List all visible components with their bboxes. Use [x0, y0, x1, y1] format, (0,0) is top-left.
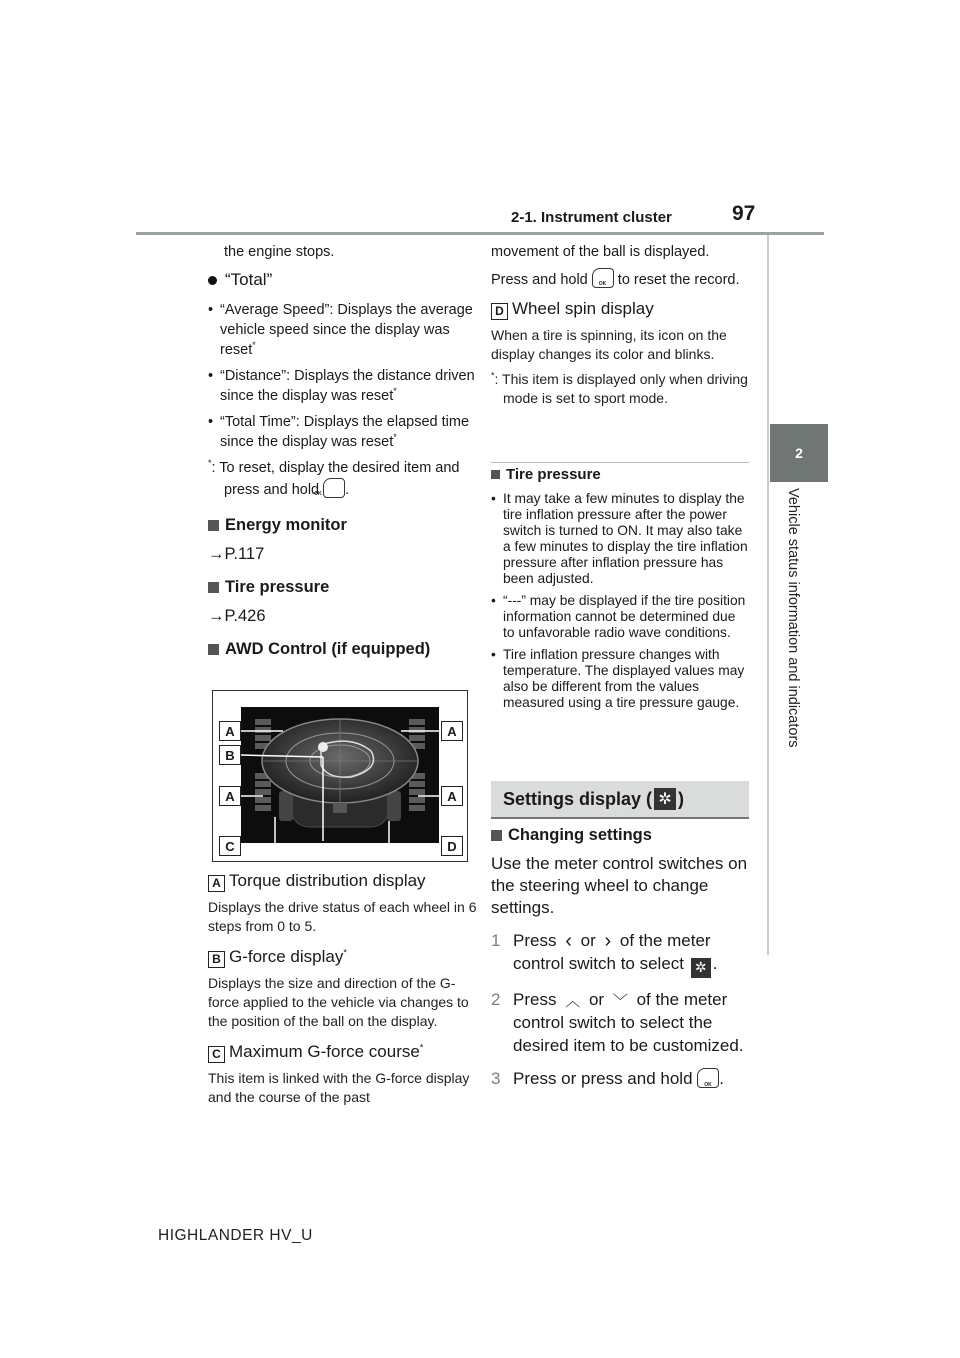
changing-settings-heading: Changing settings: [491, 826, 751, 845]
list-item: • It may take a few minutes to display the tire inflation pressure after the power switch is turned to ON. It may also take a few minutes to display the tire inflation pressure after inflation pressure has been adjusted.: [491, 491, 749, 587]
right-column: [491, 242, 751, 408]
energy-monitor-ref[interactable]: →P.117: [208, 545, 265, 563]
header-rule: [136, 232, 824, 235]
gear-icon: ✲: [654, 788, 676, 810]
chapter-tab[interactable]: 2: [770, 424, 828, 482]
chevron-up-icon: ︿: [565, 992, 581, 1010]
list-item: • Tire inflation pressure changes with temperature. The displayed values may also be different from the values measured using a tire pressure gauge.: [491, 647, 749, 711]
square-bullet-icon: [208, 644, 219, 655]
item-a-desc: Displays the drive status of each wheel in 6 steps from 0 to 5.: [208, 899, 477, 934]
footnote: *: To reset, display the desired item and press and hold OK .: [208, 458, 478, 500]
list-item: • “---” may be displayed if the tire position information cannot be determined due to unfavorable radio wave conditions.: [491, 593, 749, 641]
square-bullet-icon: [491, 830, 502, 841]
step-1: 1 Press ‹ or › of the meter control switch to select ✲ .: [491, 929, 751, 978]
chapter-tab-label: Vehicle status information and indicators: [785, 488, 801, 748]
reset-record-text: Press and hold OK to reset the record.: [491, 268, 751, 290]
list-item: • “Total Time”: Displays the elapsed time since the display was reset*: [208, 412, 478, 452]
item-a-title: A Torque distribution display: [208, 870, 478, 892]
item-c-desc: This item is linked with the G-force display and the course of the past: [208, 1070, 470, 1105]
square-bullet-icon: [208, 520, 219, 531]
awd-screen-image: [241, 707, 439, 843]
square-bullet-icon: [208, 582, 219, 593]
left-column: [208, 242, 478, 659]
settings-display-section-title: Settings display ( ✲ ): [491, 781, 749, 819]
side-rule: [767, 235, 769, 955]
label-a: A: [208, 875, 225, 892]
square-bullet-icon: [491, 470, 500, 479]
ok-button-icon: [592, 268, 614, 288]
tire-pressure-note-heading: Tire pressure: [491, 466, 749, 483]
callout-a: A: [219, 786, 241, 806]
tire-pressure-ref[interactable]: →P.426: [208, 607, 266, 625]
ball-movement-text: movement of the ball is displayed.: [491, 244, 710, 260]
awd-screen-graphic: [241, 707, 439, 843]
chevron-down-icon: ﹀: [612, 992, 628, 1010]
ok-button-icon: [697, 1068, 719, 1088]
section-divider: [491, 462, 749, 463]
step-2: 2 Press ︿ or ﹀ of the meter control switch to select the desired item to be customized.: [491, 989, 744, 1055]
item-c-title: C Maximum G-force course*: [208, 1041, 478, 1063]
callout-c: C: [219, 836, 241, 856]
label-c: C: [208, 1046, 225, 1063]
changing-settings-intro: Use the meter control switches on the steering wheel to change settings.: [491, 854, 748, 917]
changing-settings-section: [491, 826, 751, 1100]
item-d-title: D Wheel spin display: [491, 298, 751, 320]
item-b-desc: Displays the size and direction of the G-force applied to the vehicle via changes to the position of the ball on the display.: [208, 975, 469, 1029]
callout-a: A: [441, 721, 463, 741]
sport-mode-note: *: This item is displayed only when driving mode is set to sport mode.: [491, 370, 748, 406]
gear-icon: ✲: [691, 958, 711, 978]
callout-a: A: [441, 786, 463, 806]
intro-text: the engine stops.: [224, 244, 335, 260]
tire-pressure-heading: Tire pressure: [208, 578, 478, 597]
chapter-title: 2-1. Instrument cluster: [511, 209, 672, 226]
total-heading: [208, 270, 478, 290]
awd-control-heading: AWD Control (if equipped): [208, 640, 478, 659]
left-items: [208, 870, 478, 1107]
callout-d: D: [441, 836, 463, 856]
tire-pressure-section: [491, 466, 749, 717]
energy-monitor-heading: Energy monitor: [208, 516, 478, 535]
ok-button-icon: [323, 478, 345, 498]
item-d-desc: When a tire is spinning, its icon on the display changes its color and blinks.: [491, 327, 727, 362]
list-item: • “Distance”: Displays the distance driven since the display was reset*: [208, 366, 478, 406]
list-item: • “Average Speed”: Displays the average vehicle speed since the display was reset*: [208, 300, 478, 360]
tire-pressure-notes: [491, 491, 749, 711]
label-b: B: [208, 951, 225, 968]
bullet-dot-icon: [208, 276, 217, 285]
label-d: D: [491, 303, 508, 320]
awd-display-figure: [212, 690, 468, 862]
step-3: 3 Press or press and hold OK .: [491, 1067, 751, 1090]
chevron-left-icon: ‹: [565, 930, 572, 952]
callout-a: A: [219, 721, 241, 741]
page-number: 97: [732, 202, 756, 225]
total-heading-text: “Total”: [225, 270, 273, 289]
callout-b: B: [219, 745, 241, 765]
chevron-right-icon: ›: [604, 930, 612, 952]
total-list: [208, 300, 478, 452]
model-footer: HIGHLANDER HV_U: [158, 1227, 313, 1244]
item-b-title: B G-force display*: [208, 946, 478, 968]
